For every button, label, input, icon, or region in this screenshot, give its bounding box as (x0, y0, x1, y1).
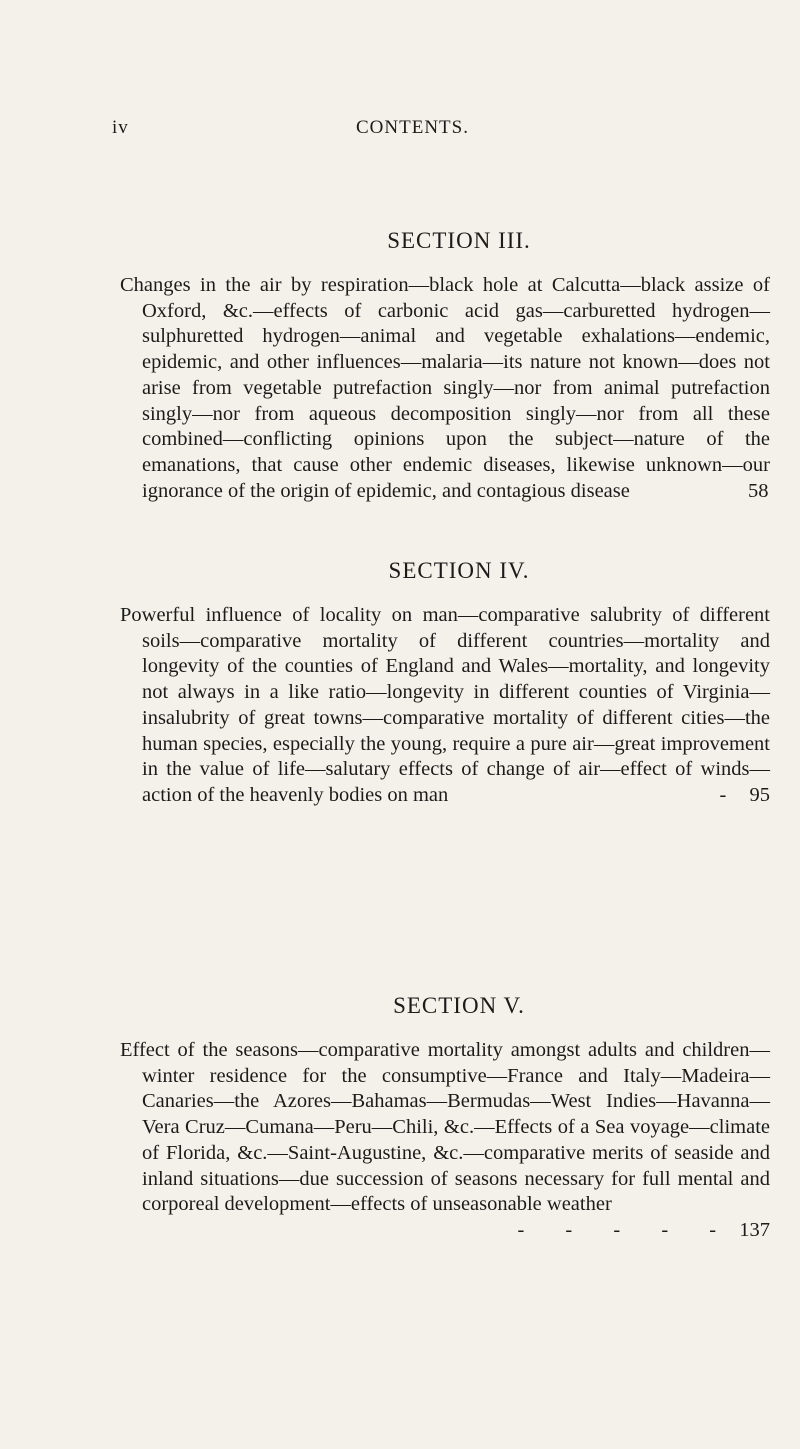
running-head-title: CONTENTS. (356, 117, 469, 138)
section-summary-text: Powerful influence of locality on man—comparative salubrity of different soils—comparative mortality of different countries—mortality and longevity of the counties of England and Wales—mortality, and longevity not always in a like ratio—longevity in different counties of Virginia—insalubrity of great towns—comparative mortality of different cities—the human species, especially the young, require a pure air—great improvement in the value of life—salutary effects of change of air—effect of winds—action of the heavenly bodies on man (120, 604, 770, 806)
section-iv (120, 558, 770, 809)
section-iii (120, 228, 770, 504)
section-heading: SECTION IV. (388, 558, 530, 583)
page-reference (517, 1218, 770, 1244)
section-heading: SECTION III. (387, 228, 531, 253)
section-summary (120, 603, 770, 809)
running-head (0, 117, 800, 141)
section-v (120, 993, 770, 1244)
section-heading: SECTION V. (393, 993, 525, 1018)
section-summary: Changes in the air by respiration—black hole at Calcutta—black assize of Oxford, &c.—effects of carbonic acid gas—carburetted hydrogen—sulphuretted hydrogen—animal and vegetable exhalations—endemic, epidemic, and other influences—malaria—its nature not known—does not arise from vegetable putrefaction singly—nor from animal putrefaction singly—nor from aqueous decomposition singly—nor from all these combined—conflicting opinions upon the subject—nature of the emanations, that cause other endemic diseases, likewise unknown—our ignorance of the origin of epidemic, and contagious disease 58 (120, 274, 770, 502)
section-summary (120, 1038, 770, 1241)
dot-leader: - (719, 783, 745, 806)
page-reference (719, 783, 770, 809)
dot-leader: - - - - - (517, 1218, 735, 1241)
page-number: iv (112, 117, 129, 138)
page-number-ref: 95 (749, 783, 770, 806)
section-summary-text: Effect of the seasons—comparative mortality amongst adults and children—winter residence for the consumptive—France and Italy—Madeira—Canaries—the Azores—Bahamas—Bermudas—West Indies—Havanna—Vera Cruz—Cumana—Peru—Chili, &c.—Effects of a Sea voyage—climate of Florida, &c.—Saint-Augustine, &c.—comparative merits of seaside and inland situations—due succession of seasons necessary for full mental and corporeal development—effects of unseasonable weather (120, 1039, 770, 1216)
section-summary-text: Changes in the air by respiration—black hole at Calcutta—black assize of Oxford, &c.—effects of carbonic acid gas—carburetted hydrogen—sulphuretted hydrogen—animal and vegetable exhalations—endemic, epidemic, and other influences—malaria—its nature not known—does not arise from vegetable putrefaction singly—nor from animal putrefaction singly—nor from aqueous decomposition singly—nor from all these combined—conflicting opinions upon the subject—nature of the emanations, that cause other endemic diseases, likewise unknown—our ignorance of the origin of epidemic, and contagious disease (120, 274, 770, 502)
page-number-ref: 137 (739, 1218, 770, 1241)
